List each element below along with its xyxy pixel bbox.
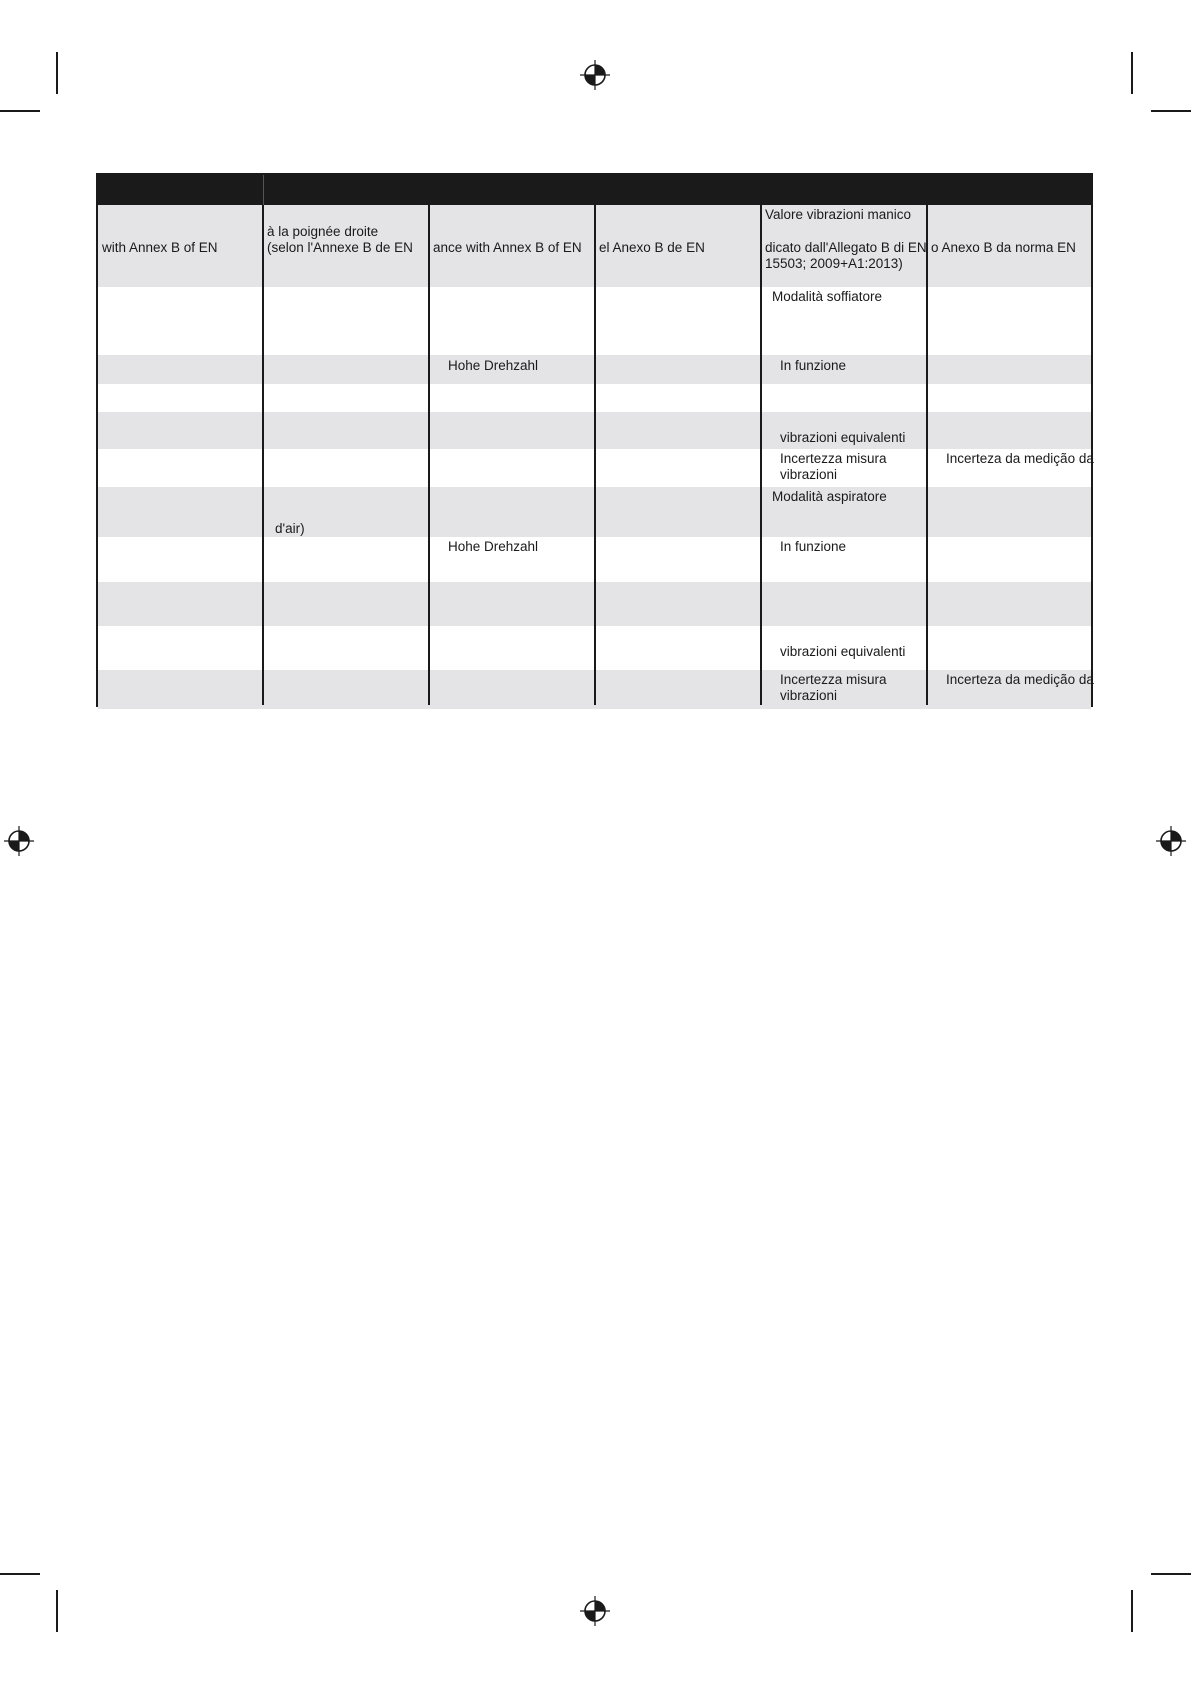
header-english: with Annex B of EN [102,240,218,255]
column-divider [263,175,264,205]
uncertainty-label-line1: Incertezza misura [780,451,887,466]
air-french-label: d'air) [275,521,305,536]
uncertainty-label-line2: vibrazioni [780,467,838,482]
header-german: ance with Annex B of EN [433,240,582,255]
header-french-line2: (selon l'Annexe B de EN [267,240,413,255]
uncertainty-label-line1: Incertezza misura [780,672,887,687]
crop-mark-bottom-right-v [1131,1590,1133,1632]
high-speed-label: Hohe Drehzahl [448,539,539,554]
vacuum-mode-label: Modalità aspiratore [772,489,887,504]
crop-mark-bottom-left-h [0,1573,40,1575]
crop-mark-top-left-v [56,52,58,94]
registration-mark-bottom-icon [580,1596,610,1626]
header-spanish: el Anexo B de EN [599,240,705,255]
uncertainty-portuguese-label: Incerteza da medição da [946,672,1094,687]
uncertainty-portuguese-label: Incerteza da medição da [946,451,1094,466]
running-label: In funzione [780,358,847,373]
running-label: In funzione [780,539,847,554]
header-italian-line1: Valore vibrazioni manico [765,207,912,222]
column-divider [760,205,762,705]
equivalent-vibration-label: vibrazioni equivalenti [780,430,906,445]
registration-mark-left-icon [4,826,34,856]
header-italian-line3: 15503; 2009+A1:2013) [765,256,903,271]
header-french-line1: à la poignée droite [267,224,379,239]
vibration-table [96,173,1093,707]
header-portuguese: o Anexo B da norma EN [931,240,1076,255]
equivalent-vibration-label: vibrazioni equivalenti [780,644,906,659]
crop-mark-bottom-right-h [1151,1573,1191,1575]
crop-mark-top-left-h [0,110,40,112]
column-divider [428,205,430,705]
column-divider [262,205,264,705]
header-italian-line2: dicato dall'Allegato B di EN [765,240,927,255]
high-speed-label: Hohe Drehzahl [448,358,539,373]
column-divider [926,205,928,705]
registration-mark-top-icon [580,60,610,90]
uncertainty-label-line2: vibrazioni [780,688,838,703]
column-divider [594,205,596,705]
blower-mode-label: Modalità soffiatore [772,289,883,304]
crop-mark-top-right-v [1131,52,1133,94]
table-title-bar [98,175,1091,205]
registration-mark-right-icon [1156,826,1186,856]
crop-mark-top-right-h [1151,110,1191,112]
crop-mark-bottom-left-v [56,1590,58,1632]
